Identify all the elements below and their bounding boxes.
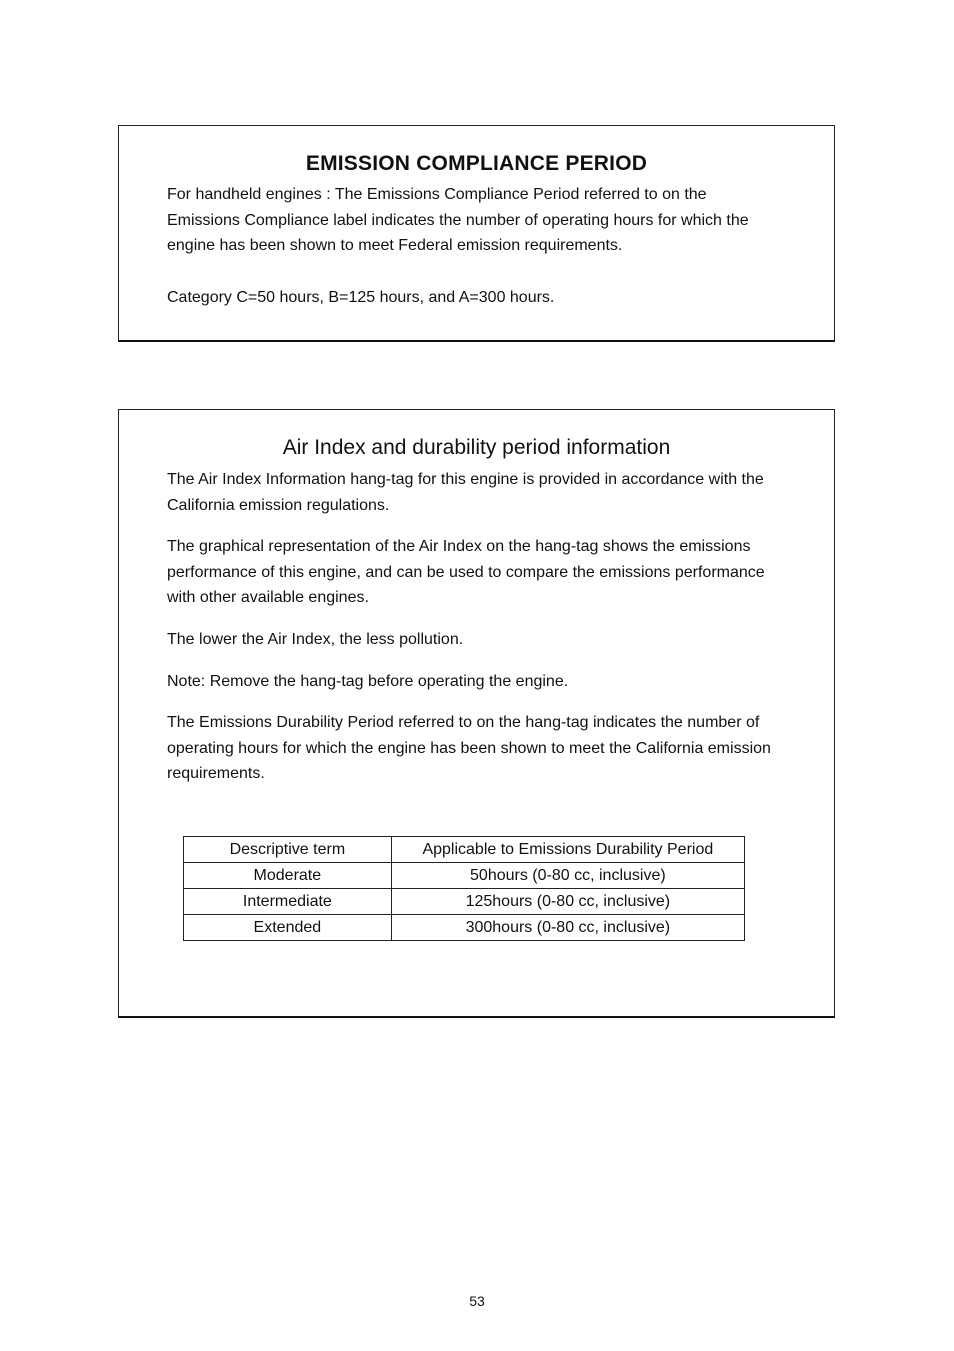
table-header-row	[184, 837, 745, 863]
table-row	[184, 863, 745, 889]
table-header-cell: Descriptive term	[184, 837, 392, 863]
page-number: 53	[469, 1293, 485, 1309]
air-index-paragraph-3: The lower the Air Index, the less pollution.	[167, 631, 464, 648]
compliance-paragraph: For handheld engines : The Emissions Compliance Period referred to on the Emissions Compliance label indicates the number of operating hours for which the engine has been shown to meet Federal emission requirements.	[167, 186, 749, 255]
table-cell: Extended	[184, 915, 392, 941]
table-cell: 300hours (0-80 cc, inclusive)	[391, 915, 744, 941]
air-index-paragraph-2: The graphical representation of the Air Index on the hang-tag shows the emissions performance of this engine, and can be used to compare the emissions performance with other available engines.	[167, 538, 765, 607]
air-index-paragraph-5: The Emissions Durability Period referred to on the hang-tag indicates the number of operating hours for which the engine has been shown to meet the California emission requirements.	[167, 714, 771, 783]
table-cell: Intermediate	[184, 889, 392, 915]
table-row	[184, 889, 745, 915]
air-index-title: Air Index and durability period information	[282, 436, 671, 459]
table-cell: 125hours (0-80 cc, inclusive)	[391, 889, 744, 915]
table-header-cell: Applicable to Emissions Durability Period	[391, 837, 744, 863]
compliance-category-paragraph: Category C=50 hours, B=125 hours, and A=300 hours.	[167, 289, 555, 306]
durability-table	[183, 836, 745, 941]
emission-compliance-box	[118, 125, 835, 342]
table-cell: 50hours (0-80 cc, inclusive)	[391, 863, 744, 889]
air-index-note: Note: Remove the hang-tag before operating the engine.	[167, 673, 569, 690]
emission-compliance-title: EMISSION COMPLIANCE PERIOD	[305, 152, 648, 175]
air-index-box	[118, 409, 835, 1018]
air-index-paragraph-1: The Air Index Information hang-tag for this engine is provided in accordance with the California emission regulations.	[167, 471, 764, 514]
table-row	[184, 915, 745, 941]
table-cell: Moderate	[184, 863, 392, 889]
